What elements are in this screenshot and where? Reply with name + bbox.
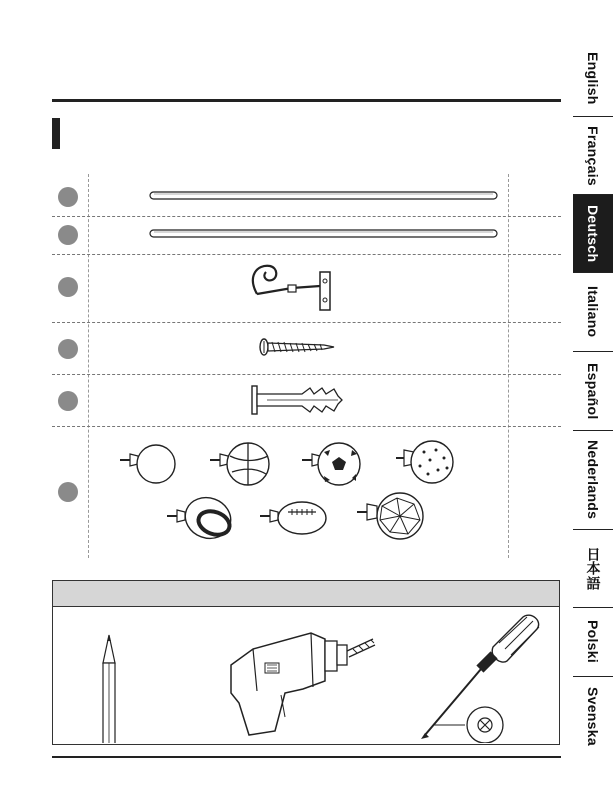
parts-row-3 — [52, 254, 561, 323]
tab-label: 日 本 語 — [585, 547, 602, 590]
wall-plug-icon — [52, 374, 561, 426]
language-tabs — [573, 40, 613, 755]
parts-row-2 — [52, 216, 561, 255]
top-rule — [52, 99, 561, 102]
screw-icon — [52, 322, 561, 374]
tab-deutsch[interactable] — [573, 195, 613, 273]
tab-label: Polski — [585, 620, 601, 664]
finial-soccer-icon — [302, 443, 360, 485]
tab-italiano[interactable] — [573, 273, 613, 352]
tab-label: Español — [585, 362, 601, 420]
parts-row-6 — [52, 426, 561, 558]
curtain-rod-short-icon — [52, 216, 561, 254]
screwdriver-icon — [421, 615, 539, 743]
parts-table — [52, 174, 561, 558]
tab-label: English — [585, 51, 601, 105]
bracket-icon — [52, 254, 561, 322]
finial-rugby-icon — [260, 502, 326, 534]
drill-icon — [231, 633, 375, 735]
parts-row-5 — [52, 374, 561, 427]
tab-label: Deutsch — [585, 204, 601, 263]
tab-label: Svenska — [585, 686, 601, 746]
tools-box — [52, 580, 560, 745]
finial-dotted-icon — [396, 441, 453, 483]
finial-faceted-icon — [357, 493, 423, 539]
tab-espanol[interactable] — [573, 352, 613, 431]
tab-english[interactable] — [573, 40, 613, 117]
tab-polski[interactable] — [573, 608, 613, 677]
tab-francais[interactable] — [573, 117, 613, 195]
finial-egg-icon — [167, 491, 236, 544]
finials-icon — [52, 426, 561, 558]
finial-basketball-icon — [210, 443, 269, 485]
finial-plain-icon — [120, 445, 175, 483]
curtain-rod-long-icon — [52, 174, 561, 216]
parts-row-1 — [52, 174, 561, 217]
parts-row-4 — [52, 322, 561, 375]
tab-label: Italiano — [585, 286, 601, 338]
tab-svenska[interactable] — [573, 677, 613, 755]
pencil-icon — [103, 635, 115, 743]
tab-label: Français — [585, 125, 601, 186]
tools-illustrations — [53, 607, 559, 743]
tab-nederlands[interactable] — [573, 431, 613, 530]
section-title-bar — [52, 118, 60, 149]
tab-label: Nederlands — [585, 440, 601, 520]
tab-japanese[interactable] — [573, 530, 613, 608]
bottom-rule — [52, 756, 561, 758]
tools-header-bar — [53, 581, 559, 607]
